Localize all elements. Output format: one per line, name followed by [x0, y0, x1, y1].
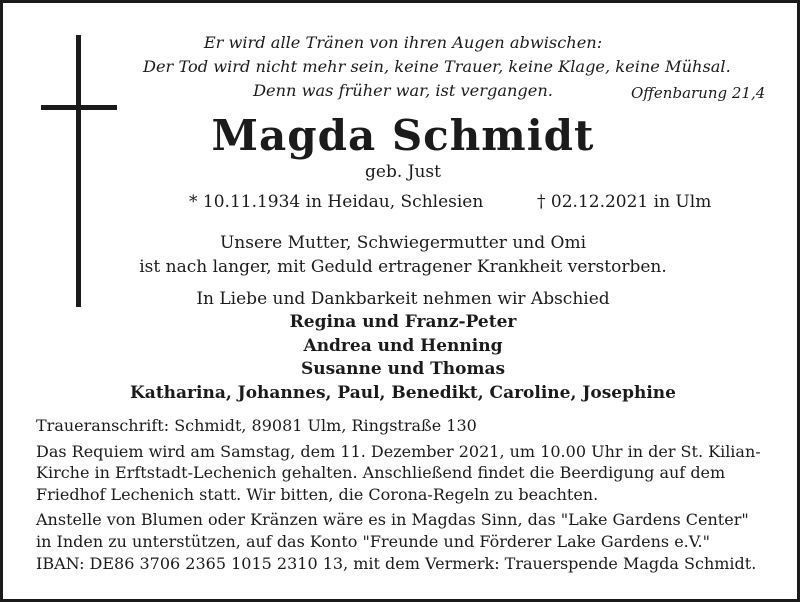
mourner-line: Susanne und Thomas	[300, 359, 506, 380]
birth-date: * 10.11.1934 in Heidau, Schlesien	[189, 192, 484, 212]
mourner-line: Regina und Franz-Peter	[289, 312, 517, 333]
mourning-address: Traueranschrift: Schmidt, 89081 Ulm, Ringstraße 130	[36, 416, 477, 435]
verse-reference: Offenbarung 21,4	[631, 84, 766, 102]
requiem-line: Friedhof Lechenich statt. Wir bitten, die Corona-Regeln zu beachten.	[36, 484, 599, 504]
announcement-line: Unsere Mutter, Schwiegermutter und Omi	[219, 233, 587, 253]
donation-line: IBAN: DE86 3706 2365 1015 2310 13, mit dem Vermerk: Trauerspende Magda Schmidt.	[36, 553, 757, 573]
donation-paragraph	[36, 509, 772, 574]
requiem-line: Das Requiem wird am Samstag, dem 11. Dezember 2021, um 10.00 Uhr in der St. Kilian-	[36, 441, 761, 461]
maiden-name: geb. Just	[365, 162, 441, 182]
requiem-paragraph	[36, 441, 772, 506]
farewell-intro: In Liebe und Dankbarkeit nehmen wir Abschied	[196, 289, 610, 309]
announcement-text	[103, 231, 703, 279]
mourner-line: Katharina, Johannes, Paul, Benedikt, Caroline, Josephine	[130, 382, 676, 403]
death-date: † 02.12.2021 in Ulm	[537, 192, 712, 212]
verse-line: Der Tod wird nicht mehr sein, keine Trauer, keine Klage, keine Mühsal.	[143, 57, 731, 76]
cross-icon	[76, 35, 81, 307]
verse-line: Denn was früher war, ist vergangen.	[253, 81, 553, 100]
requiem-line: Kirche in Erftstadt-Lechenich gehalten. Anschließend findet die Beerdigung auf dem	[36, 463, 726, 483]
verse-line: Er wird alle Tränen von ihren Augen abwischen:	[203, 33, 603, 52]
farewell-block	[103, 288, 703, 405]
donation-line: in Inden zu unterstützen, auf das Konto "Freunde und Förderer Lake Gardens e.V."	[36, 531, 710, 551]
donation-line: Anstelle von Blumen oder Kränzen wäre es in Magdas Sinn, das "Lake Gardens Center"	[36, 510, 749, 530]
cross-icon-bar	[41, 105, 117, 110]
mourner-line: Andrea und Henning	[303, 335, 503, 356]
info-section	[36, 415, 772, 578]
deceased-name: Magda Schmidt	[211, 111, 595, 160]
announcement-line: ist nach langer, mit Geduld ertragener Krankheit verstorben.	[139, 257, 667, 277]
